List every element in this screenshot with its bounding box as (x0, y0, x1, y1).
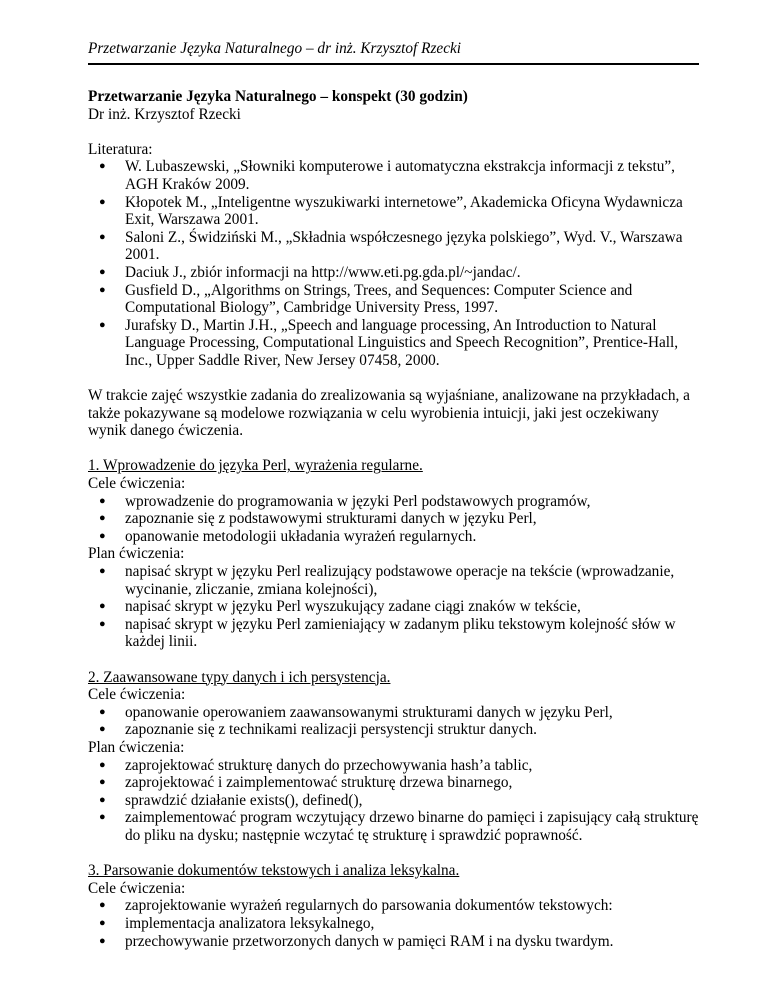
literature-label: Literatura: (88, 140, 153, 158)
document-body (88, 88, 700, 950)
list-item: ● zaimplementować program wczytujący drzewo binarne do pamięci i zapisujący całą strukturę do pliku na dysku; następnie wczytać tę strukturę i sprawdzić poprawność. (99, 809, 699, 844)
plan-list (88, 757, 700, 845)
bullet-icon: ● (99, 600, 106, 613)
bullet-icon: ● (99, 776, 106, 789)
bullet-icon: ● (99, 705, 106, 718)
list-item: ● zaprojektować i zaimplementować strukturę drzewa binarnego, (99, 774, 513, 792)
goals-label: Cele ćwiczenia: (88, 475, 186, 493)
literature-item: ● Gusfield D., „Algorithms on Strings, Trees, and Sequences: Computer Science and Computational Biology”, Cambridge University Press, 1997. (99, 281, 633, 317)
bullet-icon: ● (99, 793, 106, 806)
bullet-icon: ● (99, 916, 106, 929)
bullet-icon: ● (99, 617, 106, 630)
bullet-icon: ● (99, 811, 106, 824)
goals-list (88, 704, 700, 739)
list-item: ● napisać skrypt w języku Perl wyszukujący zadane ciągi znaków w tekście, (99, 598, 581, 616)
goals-list (88, 493, 700, 546)
section-title: 3. Parsowanie dokumentów tekstowych i analiza leksykalna. (88, 862, 460, 880)
bullet-icon: ● (99, 565, 106, 578)
bullet-icon: ● (99, 494, 106, 507)
list-item: ● opanowanie metodologii układania wyrażeń regularnych. (99, 527, 477, 545)
list-item: ● napisać skrypt w języku Perl zamieniający w zadanym pliku tekstowym kolejność słów w każdej linii. (99, 615, 676, 651)
document-author: Dr inż. Krzysztof Rzecki (88, 105, 241, 123)
list-item: ● przechowywanie przetworzonych danych w pamięci RAM i na dysku twardym. (99, 932, 614, 950)
bullet-icon: ● (99, 934, 106, 947)
list-item: ● wprowadzenie do programowania w języki Perl podstawowych programów, (99, 492, 591, 510)
list-item: ● implementacja analizatora leksykalnego, (99, 914, 375, 932)
plan-list (88, 563, 700, 651)
bullet-icon: ● (99, 195, 106, 208)
bullet-icon: ● (99, 723, 106, 736)
list-item: ● zaprojektowanie wyrażeń regularnych do parsowania dokumentów tekstowych: (99, 897, 613, 915)
bullet-icon: ● (99, 758, 106, 771)
literature-item: ● Daciuk J., zbiór informacji na http://www.eti.pg.gda.pl/~jandac/. (99, 263, 521, 281)
bullet-icon: ● (99, 512, 106, 525)
section-title: 1. Wprowadzenie do języka Perl, wyrażenia regularne. (88, 457, 423, 475)
bullet-icon: ● (99, 899, 106, 912)
literature-item: ● W. Lubaszewski, „Słowniki komputerowe i automatyczna ekstrakcja informacji z tekstu”, AGH Kraków 2009. (99, 158, 675, 193)
bullet-icon: ● (99, 160, 106, 173)
bullet-icon: ● (99, 230, 106, 243)
intro-paragraph: W trakcie zajęć wszystkie zadania do zrealizowania są wyjaśniane, analizowane na przykładach, a także pokazywane są modelowe rozwiązania w celu wyrobienia intuicji, jaki jest oczekiwany wynik danego ćwiczenia. (88, 387, 690, 440)
document-title: Przetwarzanie Języka Naturalnego – konspekt (30 godzin) (88, 88, 468, 105)
goals-label: Cele ćwiczenia: (88, 879, 186, 897)
plan-label: Plan ćwiczenia: (88, 545, 185, 563)
goals-list (88, 897, 700, 950)
page-header: Przetwarzanie Języka Naturalnego – dr inż. Krzysztof Rzecki (88, 40, 699, 65)
literature-item: ● Saloni Z., Świdziński M., „Składnia współczesnego języka polskiego”, Wyd. V., Warszawa 2001. (99, 228, 683, 264)
bullet-icon: ● (99, 283, 106, 296)
bullet-icon: ● (99, 265, 106, 278)
section-title: 2. Zaawansowane typy danych i ich persystencja. (88, 668, 391, 686)
goals-label: Cele ćwiczenia: (88, 686, 186, 704)
list-item: ● opanowanie operowaniem zaawansowanymi strukturami danych w języku Perl, (99, 703, 613, 721)
plan-label: Plan ćwiczenia: (88, 738, 185, 756)
list-item: ● zaprojektować strukturę danych do przechowywania hash’a tablic, (99, 756, 533, 774)
list-item: ● sprawdzić działanie exists(), defined(), (99, 791, 363, 809)
list-item: ● zapoznanie się z podstawowymi strukturami danych w języku Perl, (99, 510, 537, 528)
literature-item: ● Kłopotek M., „Inteligentne wyszukiwarki internetowe”, Akademicka Oficyna Wydawnicza Exit, Warszawa 2001. (99, 193, 683, 229)
bullet-icon: ● (99, 318, 106, 331)
list-item: ● zapoznanie się z technikami realizacji persystencji struktur danych. (99, 721, 537, 739)
literature-item: ● Jurafsky D., Martin J.H., „Speech and language processing, An Introduction to Natural Language Processing, Computational Linguistics and Speech Recognition”, Prentice-Hall, Inc., Upper Saddle River, New Jersey 07458, 2000. (99, 316, 679, 369)
literature-list (88, 158, 700, 369)
list-item: ● napisać skrypt w języku Perl realizujący podstawowe operacje na tekście (wprowadzanie, wycinanie, zliczanie, zmiana kolejności), (99, 563, 675, 598)
bullet-icon: ● (99, 529, 106, 542)
